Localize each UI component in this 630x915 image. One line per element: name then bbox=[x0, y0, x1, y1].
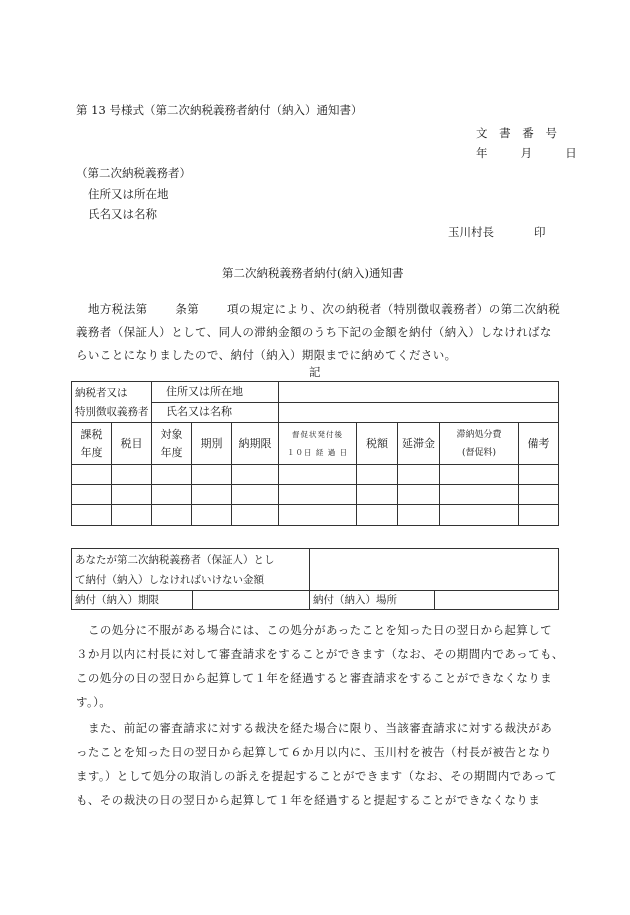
addressee-heading: （第二次納税義務者） bbox=[76, 166, 191, 180]
payment-place-label: 納付（納入）場所 bbox=[310, 591, 435, 610]
payment-deadline-label: 納付（納入）期限 bbox=[72, 591, 193, 610]
addressee-address-label: 住所又は所在地 bbox=[88, 187, 169, 201]
seal-mark: 印 bbox=[534, 225, 546, 239]
intro-line: 地方税法第 条第 項の規定により、次の納税者（特別徴収義務者）の第二次納税 bbox=[88, 302, 561, 316]
date-label: 年 月 日 bbox=[476, 146, 583, 160]
taxpayer-address-label: 住所又は所在地 bbox=[152, 382, 279, 403]
appeal-notice bbox=[76, 618, 564, 714]
col-deadline: 納期限 bbox=[232, 423, 279, 465]
taxpayer-name-value bbox=[279, 402, 559, 423]
intro-paragraph bbox=[76, 298, 560, 367]
issuer: 玉川村長 bbox=[448, 225, 494, 239]
intro-line: らいことになりましたので、納付（納入）期限までに納めてください。 bbox=[76, 348, 457, 362]
taxpayer-label-line1: 納税者又は bbox=[75, 387, 128, 399]
col-remarks: 備考 bbox=[519, 423, 559, 465]
taxpayer-label bbox=[72, 382, 152, 423]
col-reminder-date: 督促状発付後 １０日 経 過 日 bbox=[279, 423, 357, 465]
document-number-label: 文 書 番 号 bbox=[476, 126, 561, 140]
col-disposal-fee: 滞納処分費 (督促料) bbox=[440, 423, 519, 465]
payment-amount-value bbox=[310, 549, 559, 591]
lawsuit-line: また、前記の審査請求に対する裁決を経た場合に限り、当該審査請求に対する裁決があ bbox=[88, 721, 553, 735]
intro-line: 義務者（保証人）として、同人の滞納金額のうち下記の金額を納付（納入）しなければな bbox=[76, 325, 552, 339]
taxpayer-table bbox=[71, 381, 559, 526]
col-period: 期別 bbox=[192, 423, 232, 465]
table-row bbox=[72, 485, 559, 505]
col-tax-item: 税目 bbox=[112, 423, 152, 465]
lawsuit-line: ったことを知った日の翌日から起算して６か月以内に、玉川村を被告（村長が被告となり bbox=[76, 745, 552, 759]
payment-amount-label bbox=[72, 549, 310, 591]
col-tax-year: 課税 年度 bbox=[72, 423, 112, 465]
col-target-year: 対象 年度 bbox=[152, 423, 192, 465]
col-late-fee: 延滞金 bbox=[398, 423, 440, 465]
table-row bbox=[72, 505, 559, 526]
taxpayer-address-value bbox=[279, 382, 559, 403]
taxpayer-label-line2: 特別徴収義務者 bbox=[75, 406, 149, 418]
col-tax-amount: 税額 bbox=[357, 423, 398, 465]
payment-amount-label-line2: て納付（納入）しなければいけない金額 bbox=[75, 574, 264, 586]
appeal-line: この処分の日の翌日から起算して１年を経過すると審査請求をすることができなくなりま bbox=[76, 671, 552, 685]
appeal-line: ３か月以内に村長に対して審査請求をすることができます（なお、その期間内であっても、 bbox=[76, 647, 564, 661]
appeal-line: す。）。 bbox=[76, 695, 112, 709]
document-title: 第二次納税義務者納付(納入)通知書 bbox=[222, 266, 404, 280]
ki-marker: 記 bbox=[309, 365, 321, 379]
payment-deadline-value bbox=[193, 591, 310, 610]
table-row bbox=[72, 465, 559, 485]
taxpayer-name-label: 氏名又は名称 bbox=[152, 402, 279, 423]
payment-table bbox=[71, 548, 559, 610]
form-number: 第 13 号様式（第二次納税義務者納付（納入）通知書） bbox=[76, 103, 363, 117]
lawsuit-line: も、その裁決の日の翌日から起算して１年を経過すると提起することができなくなりま bbox=[76, 793, 541, 807]
appeal-line: この処分に不服がある場合には、この処分があったことを知った日の翌日から起算して bbox=[88, 623, 552, 637]
addressee-name-label: 氏名又は名称 bbox=[88, 207, 157, 221]
payment-place-value bbox=[435, 591, 559, 610]
lawsuit-line: ます。）として処分の取消しの訴えを提起することができます（なお、その期間内であって bbox=[76, 769, 558, 783]
tax-header-row bbox=[72, 423, 559, 465]
lawsuit-notice bbox=[76, 716, 560, 812]
payment-amount-label-line1: あなたが第二次納税義務者（保証人）とし bbox=[75, 554, 275, 566]
